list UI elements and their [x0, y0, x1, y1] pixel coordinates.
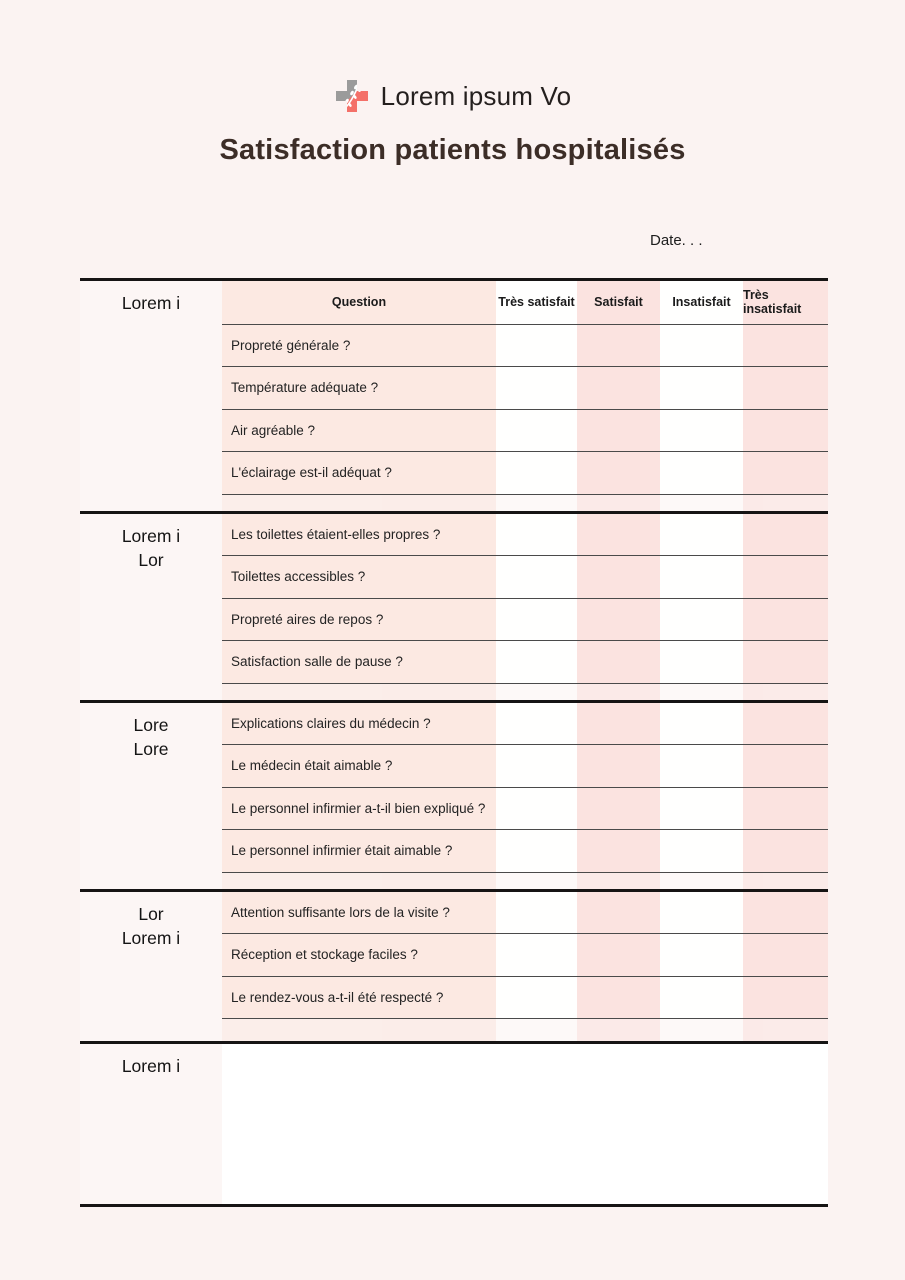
- question-row: [222, 641, 828, 684]
- answer-cell-option-1[interactable]: [577, 934, 660, 976]
- question-row: [222, 745, 828, 788]
- question-text: L'éclairage est-il adéquat ?: [222, 452, 496, 494]
- spacer-stripe: [660, 1019, 743, 1041]
- section-spacer: [222, 684, 828, 700]
- answer-cell-option-3[interactable]: [743, 788, 828, 830]
- question-row: [222, 977, 828, 1020]
- section-label-line: Lore: [133, 714, 169, 735]
- section-table: [222, 281, 828, 511]
- answer-cell-option-3[interactable]: [743, 410, 828, 452]
- answer-cell-option-1[interactable]: [577, 325, 660, 367]
- answer-cell-option-2[interactable]: [660, 703, 743, 745]
- answer-cell-option-1[interactable]: [577, 830, 660, 872]
- answer-cell-option-0[interactable]: [496, 599, 577, 641]
- survey-section-1: [80, 511, 828, 700]
- spacer-stripe: [743, 684, 828, 700]
- column-header-1: Satisfait: [577, 281, 660, 324]
- answer-cell-option-3[interactable]: [743, 745, 828, 787]
- answer-cell-option-1[interactable]: [577, 514, 660, 556]
- answer-cell-option-0[interactable]: [496, 892, 577, 934]
- question-row: [222, 556, 828, 599]
- section-label: [80, 892, 222, 1042]
- answer-cell-option-2[interactable]: [660, 892, 743, 934]
- brand-name: Lorem ipsum Vo: [380, 80, 572, 111]
- survey-section-3: [80, 889, 828, 1042]
- brand-header: [0, 0, 905, 114]
- date-field[interactable]: Date. . .: [650, 232, 703, 249]
- section-spacer: [222, 1019, 828, 1041]
- answer-cell-option-3[interactable]: [743, 830, 828, 872]
- question-text: Les toilettes étaient-elles propres ?: [222, 514, 496, 556]
- answer-cell-option-1[interactable]: [577, 556, 660, 598]
- section-table: [222, 892, 828, 1042]
- answer-cell-option-3[interactable]: [743, 514, 828, 556]
- answer-cell-option-3[interactable]: [743, 325, 828, 367]
- question-row: [222, 514, 828, 557]
- spacer-stripe: [743, 495, 828, 511]
- answer-cell-option-0[interactable]: [496, 977, 577, 1019]
- answer-cell-option-3[interactable]: [743, 641, 828, 683]
- question-text: Propreté aires de repos ?: [222, 599, 496, 641]
- answer-cell-option-0[interactable]: [496, 367, 577, 409]
- section-label: [80, 703, 222, 889]
- answer-cell-option-3[interactable]: [743, 367, 828, 409]
- spacer-stripe: [577, 873, 660, 889]
- survey-section-2: [80, 700, 828, 889]
- answer-cell-option-0[interactable]: [496, 452, 577, 494]
- question-row: [222, 788, 828, 831]
- section-label-line: Lorem i: [121, 1056, 181, 1076]
- section-label-line: Lor: [138, 903, 164, 924]
- question-row: [222, 934, 828, 977]
- question-text: Le personnel infirmier était aimable ?: [222, 830, 496, 872]
- section-label-line: Lore: [133, 738, 169, 759]
- table-header-row: [222, 281, 828, 325]
- question-row: [222, 599, 828, 642]
- section-table: [222, 514, 828, 700]
- section-spacer: [222, 873, 828, 889]
- question-text: Propreté générale ?: [222, 325, 496, 367]
- question-text: Réception et stockage faciles ?: [222, 934, 496, 976]
- answer-cell-option-0[interactable]: [496, 830, 577, 872]
- question-text: Toilettes accessibles ?: [222, 556, 496, 598]
- answer-cell-option-0[interactable]: [496, 514, 577, 556]
- answer-cell-option-2[interactable]: [660, 830, 743, 872]
- answer-cell-option-0[interactable]: [496, 934, 577, 976]
- question-text: Le personnel infirmier a-t-il bien expliqué ?: [222, 788, 496, 830]
- spacer-stripe: [496, 1019, 577, 1041]
- answer-cell-option-0[interactable]: [496, 703, 577, 745]
- section-label-line: Lorem i: [121, 525, 181, 546]
- question-row: [222, 410, 828, 453]
- answer-cell-option-0[interactable]: [496, 788, 577, 830]
- question-text: Le médecin était aimable ?: [222, 745, 496, 787]
- survey-section-4: [80, 1041, 828, 1204]
- survey-table: [80, 278, 828, 1207]
- answer-cell-option-2[interactable]: [660, 325, 743, 367]
- answer-cell-option-0[interactable]: [496, 641, 577, 683]
- section-spacer: [222, 495, 828, 511]
- question-row: [222, 703, 828, 746]
- answer-cell-option-2[interactable]: [660, 641, 743, 683]
- answer-cell-option-3[interactable]: [743, 599, 828, 641]
- question-column-header: Question: [222, 281, 496, 324]
- question-row: [222, 892, 828, 935]
- question-text: Attention suffisante lors de la visite ?: [222, 892, 496, 934]
- answer-cell-option-0[interactable]: [496, 410, 577, 452]
- question-text: Le rendez-vous a-t-il été respecté ?: [222, 977, 496, 1019]
- date-row: [80, 232, 828, 278]
- spacer-stripe: [577, 684, 660, 700]
- answer-cell-option-2[interactable]: [660, 367, 743, 409]
- section-label: [80, 1044, 222, 1204]
- spacer-stripe: [222, 873, 496, 889]
- section-label: [80, 281, 222, 511]
- question-text: Satisfaction salle de pause ?: [222, 641, 496, 683]
- answer-cell-option-1[interactable]: [577, 788, 660, 830]
- answer-cell-option-0[interactable]: [496, 556, 577, 598]
- answer-cell-option-3[interactable]: [743, 452, 828, 494]
- question-text: Air agréable ?: [222, 410, 496, 452]
- answer-cell-option-3[interactable]: [743, 892, 828, 934]
- comments-box[interactable]: [222, 1044, 828, 1204]
- spacer-stripe: [222, 684, 496, 700]
- answer-cell-option-0[interactable]: [496, 325, 577, 367]
- question-text: Température adéquate ?: [222, 367, 496, 409]
- answer-cell-option-1[interactable]: [577, 703, 660, 745]
- section-label-line: Lor: [138, 549, 164, 570]
- spacer-stripe: [496, 873, 577, 889]
- section-table: [222, 703, 828, 889]
- survey-section-0: [80, 278, 828, 511]
- spacer-stripe: [660, 684, 743, 700]
- section-label: [80, 514, 222, 700]
- answer-cell-option-1[interactable]: [577, 977, 660, 1019]
- question-text: Explications claires du médecin ?: [222, 703, 496, 745]
- answer-cell-option-3[interactable]: [743, 703, 828, 745]
- answer-cell-option-2[interactable]: [660, 514, 743, 556]
- spacer-stripe: [222, 1019, 496, 1041]
- spacer-stripe: [743, 873, 828, 889]
- answer-cell-option-1[interactable]: [577, 599, 660, 641]
- spacer-stripe: [222, 495, 496, 511]
- question-row: [222, 325, 828, 368]
- answer-cell-option-2[interactable]: [660, 745, 743, 787]
- answer-cell-option-2[interactable]: [660, 452, 743, 494]
- spacer-stripe: [496, 495, 577, 511]
- answer-cell-option-0[interactable]: [496, 745, 577, 787]
- answer-cell-option-2[interactable]: [660, 599, 743, 641]
- section-table: [222, 1044, 828, 1204]
- answer-cell-option-2[interactable]: [660, 934, 743, 976]
- spacer-stripe: [577, 495, 660, 511]
- spacer-stripe: [660, 873, 743, 889]
- medical-cross-icon: [334, 78, 370, 114]
- answer-cell-option-3[interactable]: [743, 556, 828, 598]
- question-row: [222, 830, 828, 873]
- question-row: [222, 452, 828, 495]
- answer-cell-option-3[interactable]: [743, 934, 828, 976]
- answer-cell-option-1[interactable]: [577, 641, 660, 683]
- survey-sheet: [80, 232, 828, 1207]
- answer-cell-option-1[interactable]: [577, 745, 660, 787]
- column-header-2: Insatisfait: [660, 281, 743, 324]
- spacer-stripe: [496, 684, 577, 700]
- answer-cell-option-2[interactable]: [660, 977, 743, 1019]
- spacer-stripe: [660, 495, 743, 511]
- column-header-0: Très satisfait: [496, 281, 577, 324]
- answer-cell-option-1[interactable]: [577, 452, 660, 494]
- answer-cell-option-2[interactable]: [660, 410, 743, 452]
- spacer-stripe: [577, 1019, 660, 1041]
- spacer-stripe: [743, 1019, 828, 1041]
- column-header-3: Très insatisfait: [743, 281, 828, 324]
- question-row: [222, 367, 828, 410]
- section-label-line: Lorem i: [121, 293, 181, 313]
- answer-cell-option-1[interactable]: [577, 367, 660, 409]
- page-title: Satisfaction patients hospitalisés: [219, 134, 686, 166]
- answer-cell-option-2[interactable]: [660, 556, 743, 598]
- answer-cell-option-2[interactable]: [660, 788, 743, 830]
- answer-cell-option-1[interactable]: [577, 892, 660, 934]
- answer-cell-option-1[interactable]: [577, 410, 660, 452]
- section-label-line: Lorem i: [121, 927, 181, 948]
- answer-cell-option-3[interactable]: [743, 977, 828, 1019]
